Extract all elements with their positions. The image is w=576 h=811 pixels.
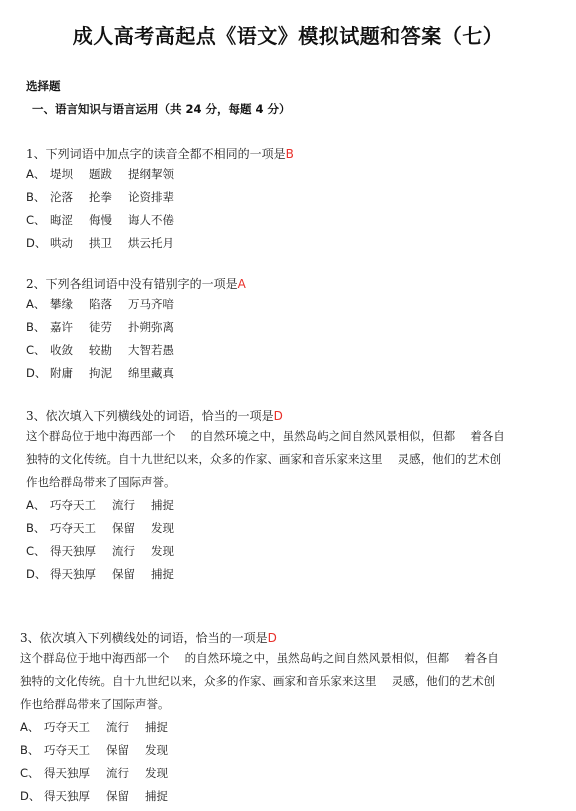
question-stem-text: 3、依次填入下列横线处的词语，恰当的一项是 xyxy=(26,409,274,423)
option-word: 得天独厚 xyxy=(44,789,90,803)
question-stem-text: 3、依次填入下列横线处的词语，恰当的一项是 xyxy=(20,631,268,645)
passage-line: 这个群岛位于地中海西部一个 的自然环境之中，虽然岛屿之间自然风景相似，但都 着各自 xyxy=(26,429,505,443)
option-c xyxy=(26,540,576,563)
option-word: 嘉许 xyxy=(50,320,73,334)
option-label: C、 xyxy=(26,343,46,357)
option-label: C、 xyxy=(26,213,46,227)
option-label: D、 xyxy=(26,236,47,250)
option-word: 附庸 xyxy=(50,366,73,380)
question-1 xyxy=(0,146,576,255)
option-label: B、 xyxy=(26,521,46,535)
option-a xyxy=(26,163,576,186)
option-word: 晦涩 xyxy=(50,213,73,227)
passage-line: 这个群岛位于地中海西部一个 的自然环境之中，虽然岛屿之间自然风景相似，但都 着各自 xyxy=(20,651,499,665)
option-word: 巧夺天工 xyxy=(50,498,96,512)
option-label: D、 xyxy=(26,366,47,380)
option-word: 大智若愚 xyxy=(128,343,174,357)
option-word: 拘泥 xyxy=(89,366,112,380)
passage-line: 独特的文化传统。自十九世纪以来，众多的作家、画家和音乐家来这里 灵感，他们的艺术创 xyxy=(26,452,502,466)
option-word: 保留 xyxy=(112,521,135,535)
option-label: B、 xyxy=(26,320,46,334)
question-stem xyxy=(26,276,576,293)
question-passage xyxy=(20,647,576,716)
option-list xyxy=(26,293,576,385)
question-stem-text: 2、下列各组词语中没有错别字的一项是 xyxy=(26,277,238,291)
option-label: A、 xyxy=(26,498,46,512)
question-stem-text: 1、下列词语中加点字的读音全都不相同的一项是 xyxy=(26,147,286,161)
passage-line: 作也给群岛带来了国际声誉。 xyxy=(20,697,170,711)
option-word: 题跋 xyxy=(89,167,112,181)
option-c xyxy=(26,209,576,232)
question-passage xyxy=(26,425,576,494)
option-word: 保留 xyxy=(112,567,135,581)
option-word: 捕捉 xyxy=(145,789,168,803)
question-stem xyxy=(20,630,576,647)
page-title: 成人高考高起点《语文》模拟试题和答案（七） xyxy=(72,24,504,48)
option-b xyxy=(26,517,576,540)
option-word: 扑朔弥离 xyxy=(128,320,174,334)
option-d xyxy=(20,785,576,808)
option-word: 得天独厚 xyxy=(50,567,96,581)
option-d xyxy=(26,563,576,586)
option-word: 保留 xyxy=(106,789,129,803)
option-list xyxy=(26,494,576,586)
option-word: 万马齐喑 xyxy=(128,297,174,311)
option-word: 巧夺天工 xyxy=(44,720,90,734)
option-word: 发现 xyxy=(145,766,168,780)
section-label: 选择题 xyxy=(26,79,61,93)
passage-line: 独特的文化传统。自十九世纪以来，众多的作家、画家和音乐家来这里 灵感，他们的艺术创 xyxy=(20,674,496,688)
question-2 xyxy=(0,276,576,385)
option-b xyxy=(20,739,576,762)
question-answer: D xyxy=(273,409,283,423)
section-subtitle: 一、语言知识与语言运用（共 24 分，每题 4 分） xyxy=(32,102,291,116)
option-d xyxy=(26,362,576,385)
option-label: C、 xyxy=(20,766,40,780)
question-answer: D xyxy=(267,631,277,645)
option-word: 捕捉 xyxy=(151,498,174,512)
question-stem xyxy=(26,408,576,425)
option-word: 提纲挈领 xyxy=(128,167,174,181)
option-c xyxy=(26,339,576,362)
option-word: 捕捉 xyxy=(145,720,168,734)
option-a xyxy=(26,494,576,517)
option-label: D、 xyxy=(20,789,41,803)
option-label: A、 xyxy=(26,167,46,181)
option-word: 侮慢 xyxy=(89,213,112,227)
option-word: 流行 xyxy=(112,544,135,558)
option-word: 得天独厚 xyxy=(44,766,90,780)
option-word: 沦落 xyxy=(50,190,73,204)
option-label: C、 xyxy=(26,544,46,558)
option-word: 抡拳 xyxy=(89,190,112,204)
question-answer: B xyxy=(285,147,294,161)
question-3-repeat xyxy=(0,630,576,808)
option-word: 巧夺天工 xyxy=(50,521,96,535)
option-c xyxy=(20,762,576,785)
option-word: 流行 xyxy=(106,766,129,780)
option-word: 徒劳 xyxy=(89,320,112,334)
option-word: 流行 xyxy=(112,498,135,512)
option-word: 绵里藏真 xyxy=(128,366,174,380)
option-word: 拱卫 xyxy=(89,236,112,250)
option-b xyxy=(26,186,576,209)
option-word: 较勘 xyxy=(89,343,112,357)
option-a xyxy=(26,293,576,316)
option-label: D、 xyxy=(26,567,47,581)
option-word: 巧夺天工 xyxy=(44,743,90,757)
option-label: B、 xyxy=(26,190,46,204)
option-label: B、 xyxy=(20,743,40,757)
option-word: 流行 xyxy=(106,720,129,734)
option-word: 诲人不倦 xyxy=(128,213,174,227)
option-word: 发现 xyxy=(145,743,168,757)
option-word: 哄动 xyxy=(50,236,73,250)
option-d xyxy=(26,232,576,255)
option-word: 攀缘 xyxy=(50,297,73,311)
question-stem xyxy=(26,146,576,163)
question-3 xyxy=(0,408,576,586)
question-answer: A xyxy=(237,277,246,291)
option-word: 发现 xyxy=(151,521,174,535)
option-label: A、 xyxy=(26,297,46,311)
option-list xyxy=(20,716,576,808)
option-label: A、 xyxy=(20,720,40,734)
option-word: 烘云托月 xyxy=(128,236,174,250)
option-a xyxy=(20,716,576,739)
option-word: 得天独厚 xyxy=(50,544,96,558)
option-list xyxy=(26,163,576,255)
option-word: 陷落 xyxy=(89,297,112,311)
option-word: 保留 xyxy=(106,743,129,757)
option-word: 收敛 xyxy=(50,343,73,357)
option-word: 论资排辈 xyxy=(128,190,174,204)
option-b xyxy=(26,316,576,339)
option-word: 堤坝 xyxy=(50,167,73,181)
option-word: 捕捉 xyxy=(151,567,174,581)
option-word: 发现 xyxy=(151,544,174,558)
passage-line: 作也给群岛带来了国际声誉。 xyxy=(26,475,176,489)
